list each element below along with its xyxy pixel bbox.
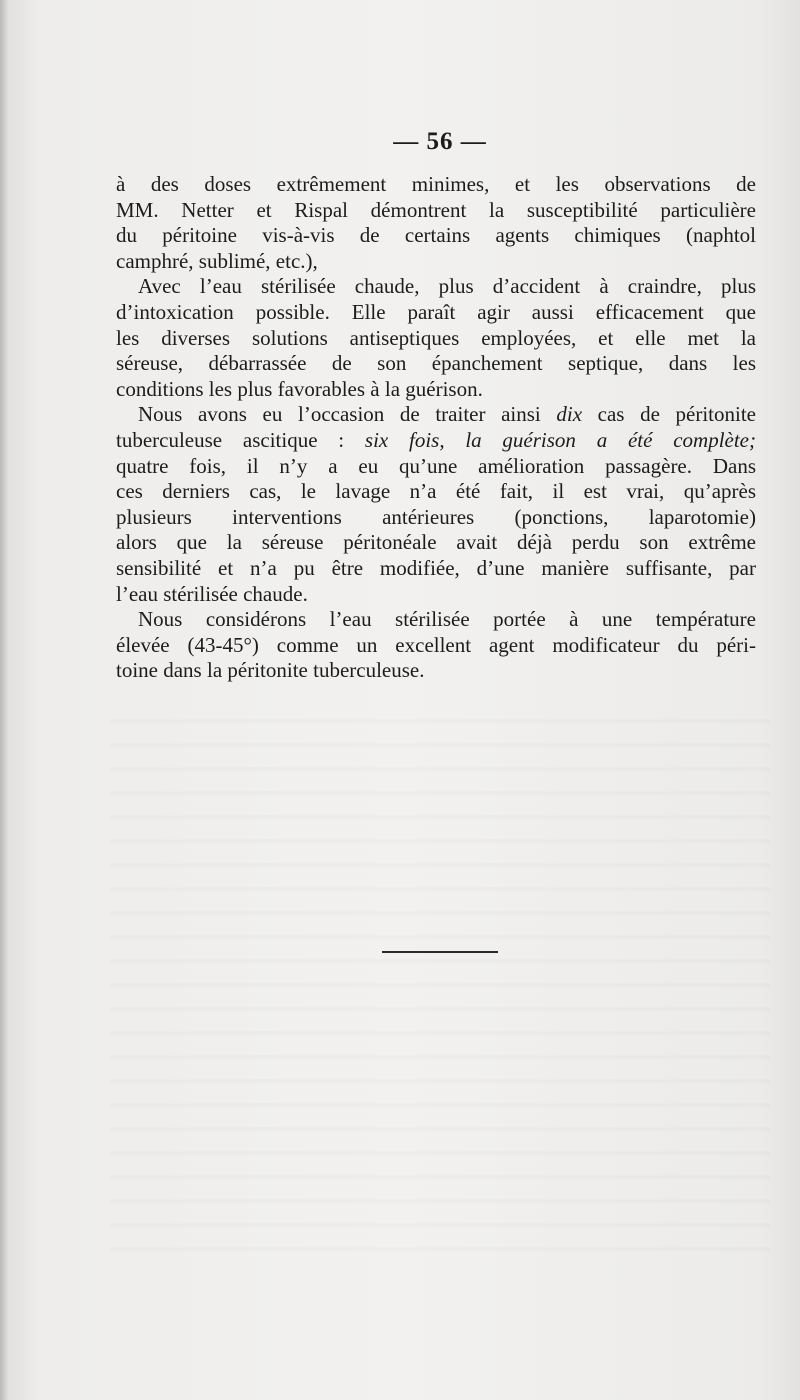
text-line: d’intoxication possible. Elle paraît agir aussi efficacement que	[116, 299, 756, 324]
text-line: l’eau stérilisée chaude.	[116, 581, 308, 606]
text-line: sensibilité et n’a pu être modifiée, d’une manière suffisante, par	[116, 555, 756, 580]
text-line: à des doses extrêmement minimes, et les observations de	[116, 172, 756, 196]
text-segment: Nous avons eu l’occasion de traiter ainsi	[138, 402, 557, 427]
text-line: les diverses solutions antiseptiques employées, et elle met la	[116, 325, 756, 350]
text-line: élevée (43-45°) comme un excellent agent modificateur du péri-	[116, 632, 756, 657]
text-line: toine dans la péritonite tuberculeuse.	[116, 658, 425, 683]
page-number: — 56 —	[393, 128, 487, 155]
text-line: séreuse, débarrassée de son épanchement septique, dans les	[116, 351, 756, 376]
text-segment: tuberculeuse ascitique :	[116, 427, 365, 452]
text-segment: cas de péritonite	[582, 402, 756, 427]
page-binding-shadow	[0, 0, 8, 1400]
show-through-texture	[110, 700, 770, 1260]
text-line	[116, 428, 756, 454]
text-line: du péritoine vis-à-vis de certains agents chimiques (naphtol	[116, 223, 756, 248]
text-line: Avec l’eau stérilisée chaude, plus d’accident à craindre, plus	[138, 274, 756, 299]
italic-emphasis: six fois, la guérison a été complète;	[364, 427, 756, 452]
text-line: quatre fois, il n’y a eu qu’une amélioration passagère. Dans	[116, 453, 756, 478]
italic-emphasis: dix	[556, 402, 583, 427]
text-line: ces derniers cas, le lavage n’a été fait, il est vrai, qu’après	[116, 479, 756, 504]
text-line: plusieurs interventions antérieures (ponctions, laparotomie)	[116, 504, 756, 529]
text-line: conditions les plus favorables à la guérison.	[116, 376, 483, 401]
text-line: Nous considérons l’eau stérilisée portée à une température	[138, 607, 756, 632]
text-line: MM. Netter et Rispal démontrent la susceptibilité particulière	[116, 197, 756, 222]
text-line	[116, 402, 756, 428]
text-line: camphré, sublimé, etc.),	[116, 248, 318, 273]
body-text	[116, 172, 756, 684]
text-line: alors que la séreuse péritonéale avait déjà perdu son extrême	[116, 530, 756, 555]
section-divider	[382, 951, 498, 953]
